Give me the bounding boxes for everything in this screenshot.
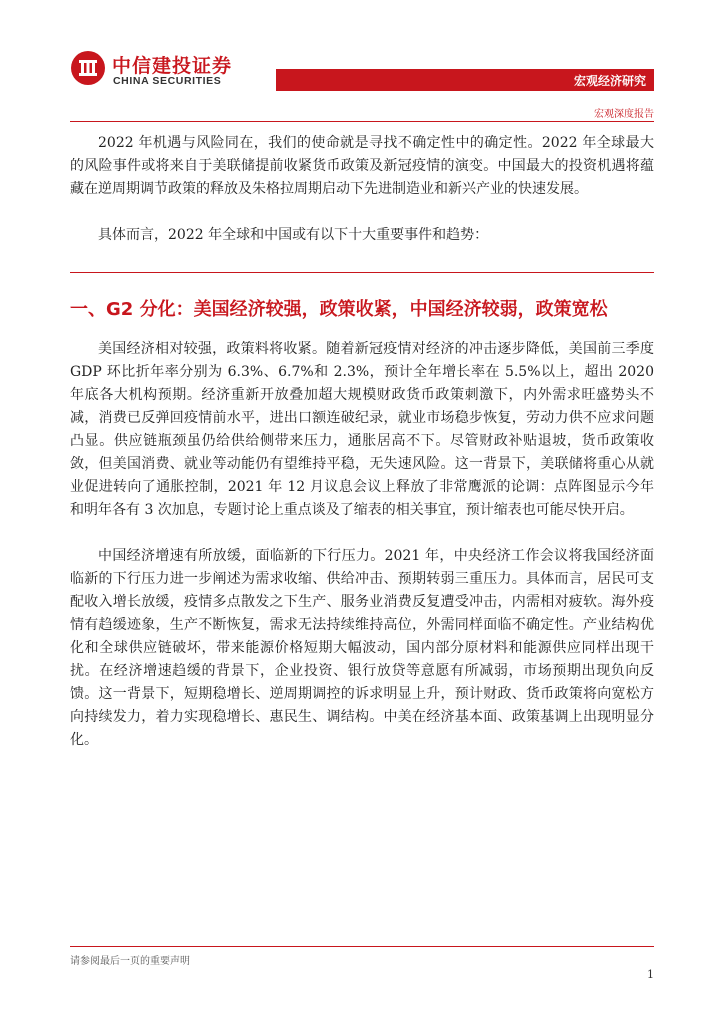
section-paragraph-us: 美国经济相对较强，政策料将收紧。随着新冠疫情对经济的冲击逐步降低，美国前三季度 GDP 环比折年率分别为 6.3%、6.7%和 2.3%，预计全年增长率在 5.5%以上，超出 2020 年底各大机构预期。经济重新开放叠加超大规模财政货币政策刺激下，内外需求旺盛势头不减，消费已反弹回疫情前水平，进出口额连破纪录，就业市场稳步恢复，劳动力供不应求问题凸显。供应链瓶颈虽仍给供给侧带来压力，通胀居高不下。尽管财政补贴退坡，货币政策收敛，但美国消费、就业等动能仍有望维持平稳，无失速风险。这一背景下，美联储将重心从就业促进转向了通胀控制，2021 年 12 月议息会议上释放了非常鹰派的论调：点阵图显示今年和明年各有 3 次加息，专题讨论上重点谈及了缩表的相关事宜，预计缩表也可能尽快开启。 xyxy=(70,341,654,518)
logo-english-name: CHINA SECURITIES xyxy=(113,75,222,87)
report-type-label: 宏观深度报告 xyxy=(594,109,654,120)
logo-chinese-name: 中信建投证券 xyxy=(112,55,233,77)
header-category-band xyxy=(276,69,654,91)
section-heading-g2: 一、G2 分化：美国经济较强，政策收紧，中国经济较弱，政策宽松 xyxy=(70,299,608,320)
intro-paragraph-2: 具体而言，2022 年全球和中国或有以下十大重要事件和趋势： xyxy=(98,227,489,243)
company-logo xyxy=(70,48,250,92)
section-divider xyxy=(70,272,654,273)
intro-paragraph-1: 2022 年机遇与风险同在，我们的使命就是寻找不确定性中的确定性。2022 年全球最大的风险事件或将来自于美联储提前收紧货币政策及新冠疫情的演变。中国最大的投资机遇将蕴藏在逆周期调节政策的释放及朱格拉周期启动下先进制造业和新兴产业的快速发展。 xyxy=(70,135,654,197)
footer-disclaimer: 请参阅最后一页的重要声明 xyxy=(70,956,190,967)
citic-logo-icon xyxy=(70,50,106,86)
header-divider xyxy=(70,121,654,122)
footer-divider xyxy=(70,946,654,947)
page-number: 1 xyxy=(647,968,654,981)
report-category: 宏观经济研究 xyxy=(573,74,646,88)
section-paragraph-china: 中国经济增速有所放缓，面临新的下行压力。2021 年，中央经济工作会议将我国经济面临新的下行压力进一步阐述为需求收缩、供给冲击、预期转弱三重压力。具体而言，居民可支配收入增长放缓，疫情多点散发之下生产、服务业消费反复遭受冲击，内需相对疲软。海外疫情有趋缓迹象，生产不断恢复，需求无法持续维持高位，外需同样面临不确定性。产业结构优化和全球供应链破坏，带来能源价格短期大幅波动，国内部分原材料和能源供应同样出现干扰。在经济增速趋缓的背景下，企业投资、银行放贷等意愿有所减弱，市场预期出现负向反馈。这一背景下，短期稳增长、逆周期调控的诉求明显上升，预计财政、货币政策将向宽松方向持续发力，着力实现稳增长、惠民生、调结构。中美在经济基本面、政策基调上出现明显分化。 xyxy=(70,548,654,748)
